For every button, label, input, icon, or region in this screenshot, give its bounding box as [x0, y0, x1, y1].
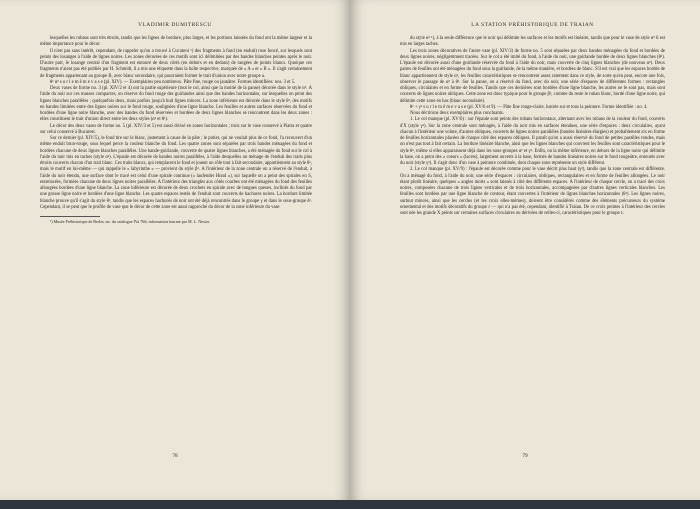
paragraph: Les trois zones décoratives de l'autre vase (pl. XIV/3) de forme no. 5 sont séparées par deux bandes ménagées du fond et bordées de deux lignes noires, négligemment tracées. Sur le col a été imité du fond, à l'aide du noir, une guirlande bordée de deux lignes blanches (θ¹). L'épaule est décorée aussi d'une guirlande réservée du fond à l'aide du noir, mais couverte de cinq lignes blanches (de nouveau α²). Deux paires de feuilles ont été ménagées du fond sous la guirlande, de la même manière, et bordées de blanc. S'il est vrai que les espaces bordés de blanc appartiennent de style α², les feuilles caractéristiques se rencontrent assez rarement dans ce style, de sorte qu'en peut, encore une fois, observer le passage de α² à θ¹. Sur la panse, on a réservé du fond, avec du noir, une série d'espaces de différentes formes : rectangles obliques, circulaires et en forme de feuilles. Tandis que ces dernières sont bordées d'une ligne blanche, les autres ne le sont pas, mais sont couverts de lignes noires obliques. Cette zone est donc typique pour le groupe β², comme du reste le ruban blanc, bordé d'une ligne noire, qui délimite cette zone en bas (blanc secondaire).: [400, 48, 665, 104]
footnote: ¹) Musée Préhistorique de Berlin, no. du catalogue IVa 766; information fournie par M. L. Nestor.: [50, 219, 210, 224]
paragraph: Nous décrirons deux exemplaires plus concluants.: [410, 111, 504, 116]
page-number-left: 78: [172, 453, 178, 459]
paragraph: du style α² ¹), à la seule différence que le noir qui délimite les surfaces et les motifs est linéaire, tandis que pour le vase de style α² il est mis en larges taches.: [400, 36, 665, 48]
left-page: [0, 0, 350, 500]
right-page-body: [400, 36, 665, 217]
paragraph: lesquelles les rubans sont très étroits, tandis que les lignes de bordure, plus larges, et les portions laissées du fond ont la même largeur et la même importance pour le décor.: [40, 36, 312, 48]
paragraph: θ¹ α² s u r l e m ê m e v a s e (pl. XIV). — Exemplaires peu nombreux. Pâte fine, rouge ou jaunâtre. Formes identifiées: nos. 3 et 5.: [50, 79, 296, 85]
page-number-right: 79: [522, 453, 528, 459]
footnote-rule: [40, 216, 100, 217]
running-header-left: VLADIMIR DUMITRESCU: [138, 22, 212, 28]
paragraph: 2. Le col manque (pl. XV/9) : l'épaule est décorée comme pour le vase décrit plus haut (γ²), tandis que la zone centrale est différente. On a ménagé du fond, à l'aide du noir, une série d'espaces : circulaires, obliques, rectangulaires et en forme de feuilles allongées. Le noir étant plutôt linéaire, quelques « angles morts » sont laissés à côté des différents espaces. A l'intérieur de chaque cercle, on a tracé des croix noires, composées chacune de trois lignes verticales et de trois horizontales, accompagnées par d'autres lignes verticales blanches. Les feuilles sont bordées par une ligne blanche de contour, étant couvertes à l'intérieur de lignes blanches horizontales (θ¹). Les lignes noires, surtout minces, ainsi que les cercles (et les croix elles-mêmes), doivent être considérés comme des éléments précurseurs du système ornemental et des motifs décoratifs du groupe ε — qui n'a pas été, cependant, identifié à Traian. De ce croix peintes à l'intérieur des cercles sont née les grande X peints sur certaines surfaces circulaires ou dérivées de celles-ci, caractéristiques pour le groupe ε.: [400, 167, 665, 216]
left-page-body: [40, 36, 312, 225]
right-page: [350, 0, 700, 500]
book-cover-edge: [0, 500, 700, 509]
paragraph: Sur ce dernier (pl. XIV/5), le fond tire sur le blanc, justement à cause de la pâte ; le potier, qui ne voulait plus de ce fond, l'a recouvert d'un même enduit brun-rouge, sous lequel perce la couleur blanche du fond. Les quatre zones sont séparées par trois bandes ménagées du fond et bordées chacune de deux lignes blanches parallèles. Une bande-guirlande, couverte de quatre lignes blanches, a été ménagée du fond sur le col à l'aide du noir mis en taches (style α²). L'épaule est décorée de bandes noires parallèles, à l'aide desquelles on ménage de l'enduit des traits plus étroits couverts chacun d'un trait blanc. Ces traits blancs, qui remplacent le fond et jouent un rôle tout à fait secondaire, appartiennent au style θ¹, mais le motif en lui-même — qui rappelle le « labyrinthe » — provient du style β². A l'intérieur de la zone centrale on a réservé de l'enduit, à l'aide du noir étendu, une surface dont le tracé est celui d'une spirale continue (« laufender Hund »), sur laquelle on a peint des spirales en S, entrelacées, formées chacune de deux lignes noires parallèles. A l'intérieur des triangles aux côtés courbes ont été ménagées du fond des feuilles allongées bordées d'une ligne blanche. La zone inférieure est décorée de deux crochets en spirale avec de longues queues, inclinés du fond par une grosse ligne noire et bordées d'une ligne blanche. Les quatre espaces restés de l'enduit sont couverts de hachures noires. La bordure limitée blanche prouve qu'il s'agit du style θ¹, tandis que les espaces hachurés de noir ont été déjà rencontrés dans le groupe γ et dans le sous-groupe δ¹. Cependant, il se peut que le profile de vase que le décor de cette zone est aussi rapproché du décor de la zone inférieure du vase: [40, 136, 312, 210]
paragraph: Le décor des deux vases de forme no. 5 (pl. XIV/3 et 5) est aussi divisé en zones horizontales ; trois sur le vase conservé à Piatra et quatre sur celui conservé à Bucarest.: [40, 123, 312, 135]
running-header-right: LA STATION PRÉHISTORIQUE DE TRAIAN: [471, 22, 594, 28]
paragraph: Il n'est pas sans intérêt, cependant, de rappeler qu'on a trouvé à Cucuteni ¹) des fragments à fond (en enduit) rose foncé, sur lesquels sont peints des losanges à l'aide de lignes noires. Les zones décorées de ces motifs sont ici délimitées par des bandes blanches peintes après le noir. D'autre part, le losange central d'un fragment est entouré de deux côtés (en dehors et en dedans) de rangées de points blancs. Quoique ces fragments n'aient pas été publiés par H. Schmidt, il a mis une étiquette dans la boîte respective, marquée de « A » et « B ». Il s'agit certainement de fragments appartenant au groupe B, avec blanc secondaire, qui pourraient former le trait d'union avec notre groupe a.: [40, 48, 312, 79]
paragraph: 1. Le col manque (pl. XV/6) : sur l'épaule sont peints des rubans horizontaux, alternant avec les rubans de la couleur du fond, couverts d'X (style γ²). Sur la zone centrale sont ménagés, à l'aide du noir mis en surfaces étendues, une série d'espaces : deux circulaires, ayant chacun à l'intérieur une volute, d'autres obliques, couverts de lignes noires parallèles (bandes linéaires élargies) et probablement six en forme de feuilles horizontales placées de chaque côté des espaces obliques. Il paraît qu'on a aussi réservé du fond de petites pastilles rondes, mais on n'est pas tout à fait certain. La bordure linéaire blanche, ainsi que les lignes blanches qui couvrent les feuilles sont caractéristiques pour le style θ¹, même si elles apparaissent déjà dans les sous-groupes α¹ et γ². Enfin, on la même inférieure, en dehors de la ligne noire qui délimite la base, on a peint des « coeurs » (lacets), largement ouverts à la base, formés de bandes linéaires noires sur le fond rougeâtre, entourés avec du noir (style γ²). Il s'agit donc d'un vase à peinture combinée, dont chaque zone représente un style différent.: [400, 117, 665, 166]
paragraph: Deux vases de forme no. 3 (pl. XIV/2 et 4) ont la partie supérieure (tout le col, ainsi que la moitié de la panse) décorée dans le style α². A l'aide du noir sur ces masses compactes, on réserve du fond rouge des guirlandes ainsi que des bandes horizontales, sur lesquelles on peint des lignes blanches parallèles ; quelquefois deux, mais parfois jusqu'à huit lignes minces. La zone inférieure est décorée dans le style θ¹, des motifs en bandes limitées entre des lignes noires sur le fond rouge, soulignées d'une ligne blanche. Les feuilles et autres surfaces réservées du fond et bordées d'une ligne noire blanche, avec des bandes du fond réservées et bordées de deux lignes blanches se rencontrent dans les deux zones : elles constituent le trait d'union direct entre les deux styles (α² et θ¹).: [40, 86, 312, 123]
paragraph: θ¹ + γ² s u r l e m ê m e v a s e (pl. XV/6 et 9). — Pâte fine rouge-claire, lustrée sur et tous la peinture. Forme identifiée : no. 4.: [410, 104, 648, 110]
